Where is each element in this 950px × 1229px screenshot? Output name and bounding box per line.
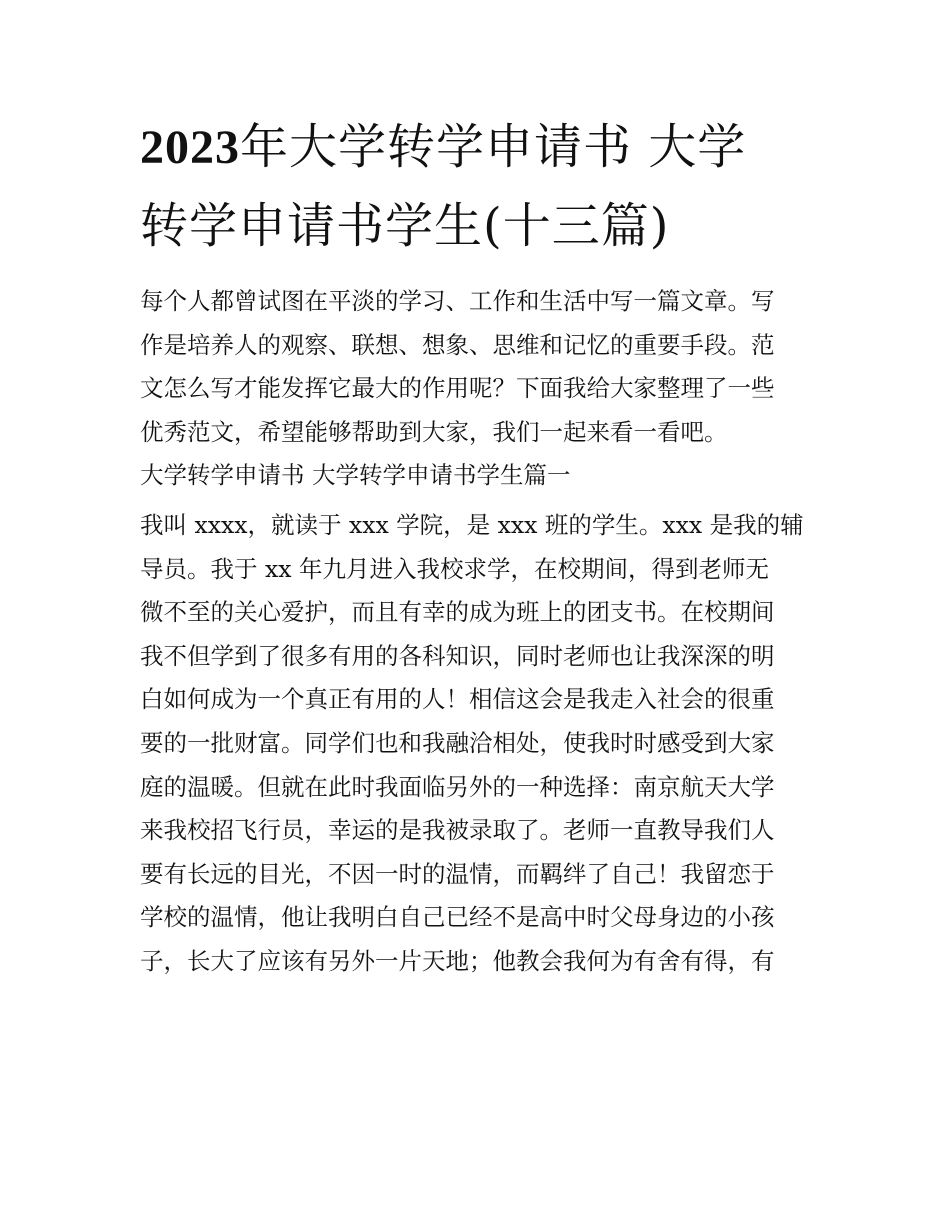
section-heading: 大学转学申请书 大学转学申请书学生篇一 [140, 461, 571, 490]
body-line: 来我校招飞行员，幸运的是我被录取了。老师一直教导我们人 [140, 816, 775, 845]
body-line: 我不但学到了很多有用的各科知识，同时老师也让我深深的明 [140, 641, 775, 670]
body-line: 子，长大了应该有另外一片天地；他教会我何为有舍有得，有 [140, 946, 775, 975]
body-line: 白如何成为一个真正有用的人！相信这会是我走入社会的很重 [140, 685, 775, 714]
body-line: 庭的温暖。但就在此时我面临另外的一种选择：南京航天大学 [140, 772, 775, 801]
title-line1: 年大学转学申请书 大学 [240, 119, 747, 175]
title-line2: 转学申请书学生(十三篇) [140, 198, 670, 254]
body-line: 微不至的关心爱护，而且有幸的成为班上的团支书。在校期间 [140, 598, 775, 627]
document-title [140, 108, 840, 265]
intro-line: 每个人都曾试图在平淡的学习、工作和生活中写一篇文章。写 [140, 287, 775, 315]
body-line: 我叫 xxxx，就读于 xxx 学院，是 xxx 班的学生。xxx 是我的辅 [140, 510, 804, 539]
body-line: 学校的温情，他让我明白自己已经不是高中时父母身边的小孩 [140, 903, 775, 932]
body-line: 导员。我于 xx 年九月进入我校求学，在校期间，得到老师无 [140, 554, 769, 583]
body-line: 要的一批财富。同学们也和我融洽相处，使我时时感受到大家 [140, 728, 775, 757]
intro-line: 优秀范文，希望能够帮助到大家，我们一起来看一看吧。 [140, 417, 728, 446]
title-year: 2023 [140, 121, 240, 174]
intro-line: 作是培养人的观察、联想、想象、思维和记忆的重要手段。范 [140, 330, 775, 359]
body-line: 要有长远的目光，不因一时的温情，而羁绊了自己！我留恋于 [140, 859, 775, 888]
document-body [140, 280, 820, 984]
intro-line: 文怎么写才能发挥它最大的作用呢？下面我给大家整理了一些 [140, 374, 775, 403]
